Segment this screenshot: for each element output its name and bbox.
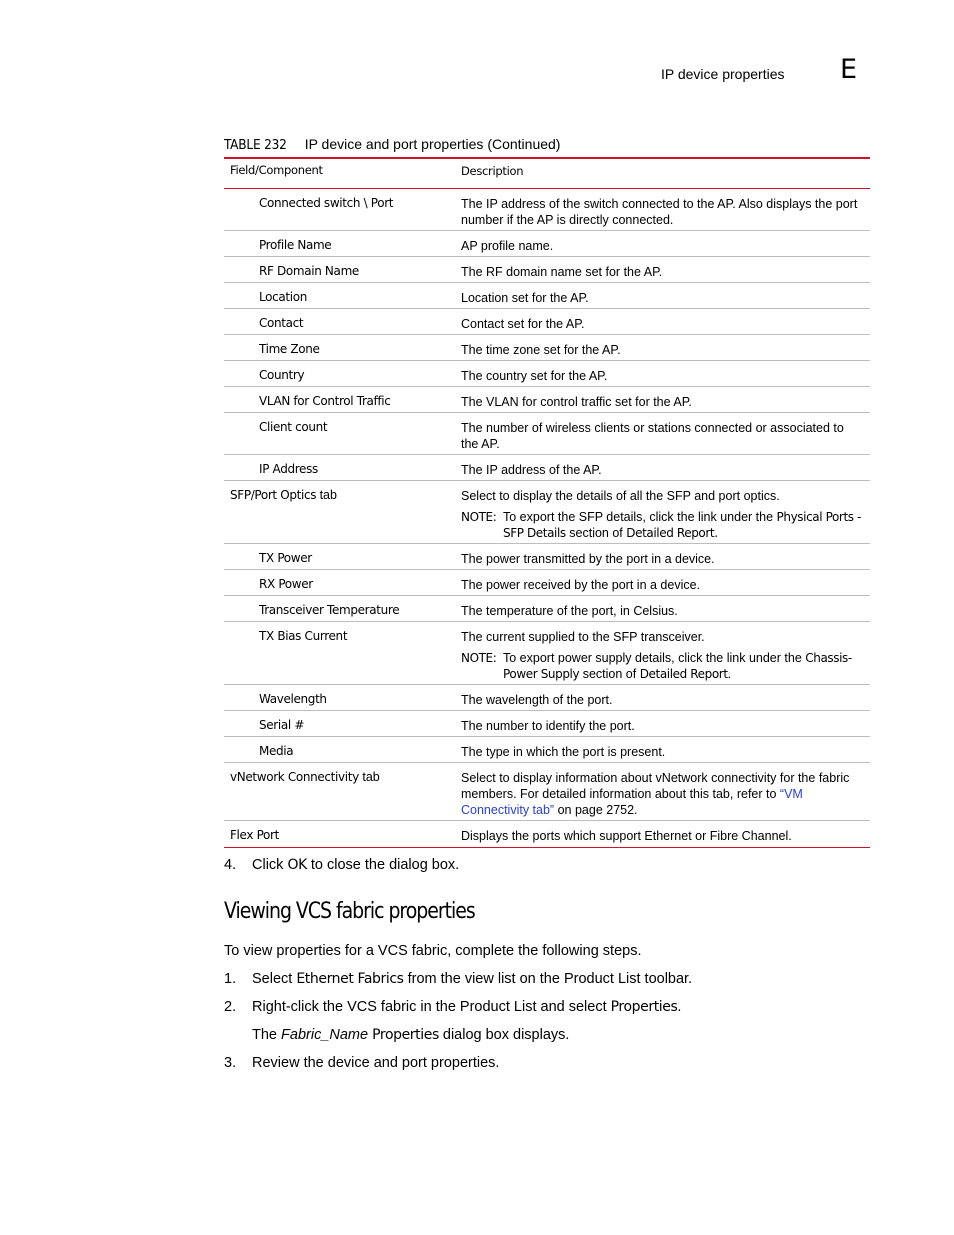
description-cell: The wavelength of the port.	[461, 693, 613, 707]
table-label: TABLE 232	[224, 137, 287, 153]
field-cell: IP Address	[259, 462, 318, 476]
field-cell: TX Power	[259, 551, 312, 565]
description-cell: The RF domain name set for the AP.	[461, 265, 663, 279]
table-row	[224, 711, 870, 737]
field-cell: Serial #	[259, 718, 305, 732]
note-label: NOTE:	[461, 510, 497, 524]
step-4: 4. Click OK to close the dialog box.	[224, 857, 460, 873]
description-cell: Location set for the AP.	[461, 291, 589, 305]
properties-table	[224, 157, 870, 848]
table-row	[224, 570, 870, 596]
column-header-description: Description	[461, 164, 524, 178]
table-row	[224, 622, 870, 685]
table-row	[224, 596, 870, 622]
field-cell: Country	[259, 368, 305, 382]
description-text: The current supplied to the SFP transceiver.	[461, 630, 705, 644]
field-cell: Transceiver Temperature	[259, 603, 400, 617]
field-cell: VLAN for Control Traffic	[259, 394, 391, 408]
note-text: To export the SFP details, click the link under the Physical Ports - SFP Details section of Detailed Report.	[503, 510, 862, 540]
table-row	[224, 257, 870, 283]
note-label: NOTE:	[461, 651, 497, 665]
field-cell: RX Power	[259, 577, 313, 591]
description-cell: The VLAN for control traffic set for the AP.	[461, 395, 692, 409]
note	[461, 509, 864, 541]
description-cell: AP profile name.	[461, 239, 554, 253]
vm-connectivity-link[interactable]: “VM Connectivity tab”	[461, 787, 803, 817]
table-row	[224, 335, 870, 361]
table-row	[224, 685, 870, 711]
table-header-row	[224, 159, 870, 189]
section-intro: To view properties for a VCS fabric, complete the following steps.	[224, 943, 642, 959]
step-2: 2. Right-click the VCS fabric in the Product List and select Properties.	[224, 999, 682, 1015]
description-cell: The time zone set for the AP.	[461, 343, 621, 357]
section-heading: Viewing VCS fabric properties	[224, 899, 475, 924]
description-cell: The IP address of the switch connected to the AP. Also displays the port number if the AP is directly connected.	[461, 197, 858, 227]
description-cell: The IP address of the AP.	[461, 463, 602, 477]
field-cell: Flex Port	[230, 828, 279, 842]
table-row	[224, 387, 870, 413]
table-row	[224, 189, 870, 231]
field-cell: Client count	[259, 420, 328, 434]
table-row	[224, 231, 870, 257]
column-header-field: Field/Component	[230, 163, 323, 177]
field-cell: Profile Name	[259, 238, 332, 252]
description-cell: The country set for the AP.	[461, 369, 608, 383]
field-cell	[224, 763, 455, 820]
field-cell: Wavelength	[259, 692, 327, 706]
appendix-letter: E	[840, 54, 858, 85]
field-cell: TX Bias Current	[259, 629, 348, 643]
tab-word: tab	[362, 770, 380, 784]
table-caption	[224, 136, 560, 153]
field-cell: RF Domain Name	[259, 264, 359, 278]
field-name: SFP/Port Optics	[230, 488, 317, 502]
table-row	[224, 283, 870, 309]
table-row	[224, 737, 870, 763]
field-cell: Media	[259, 744, 294, 758]
step-2-result: The Fabric_Name Properties dialog box displays.	[252, 1027, 570, 1043]
field-cell: Location	[259, 290, 307, 304]
step-1: 1. Select Ethernet Fabrics from the view list on the Product List toolbar.	[224, 971, 693, 987]
table-row	[224, 455, 870, 481]
description-cell: The number of wireless clients or stations connected or associated to the AP.	[461, 421, 844, 451]
field-name: vNetwork Connectivity	[230, 770, 359, 784]
table-row	[224, 309, 870, 335]
note	[461, 650, 864, 682]
field-cell: Contact	[259, 316, 304, 330]
table-row	[224, 481, 870, 544]
field-cell	[224, 481, 455, 543]
tab-word: tab	[319, 488, 337, 502]
description-cell: The power received by the port in a device.	[461, 578, 701, 592]
table-row	[224, 544, 870, 570]
description-cell: Displays the ports which support Ethernet or Fibre Channel.	[461, 829, 792, 843]
description-cell: The number to identify the port.	[461, 719, 635, 733]
description-cell: The type in which the port is present.	[461, 745, 666, 759]
description-cell: The temperature of the port, in Celsius.	[461, 604, 678, 618]
note-text: To export power supply details, click the link under the Chassis-Power Supply section of Detailed Report.	[503, 651, 852, 681]
description-cell: The power transmitted by the port in a device.	[461, 552, 715, 566]
table-row	[224, 413, 870, 455]
description-cell	[455, 481, 870, 543]
table-row	[224, 763, 870, 821]
field-cell: Connected switch \ Port	[259, 196, 394, 210]
table-row	[224, 821, 870, 847]
table-title: IP device and port properties (Continued)	[304, 136, 561, 152]
field-cell: Time Zone	[259, 342, 320, 356]
description-cell	[455, 622, 870, 684]
description-cell: Select to display information about vNetwork connectivity for the fabric members. For detailed information about this tab, refer to “VM Connectivity tab” on page 2752.	[461, 771, 850, 817]
description-text: Select to display the details of all the SFP and port optics.	[461, 489, 780, 503]
description-cell: Contact set for the AP.	[461, 317, 585, 331]
step-3: 3. Review the device and port properties.	[224, 1055, 500, 1071]
running-header-title: IP device properties	[661, 66, 785, 82]
table-row	[224, 361, 870, 387]
